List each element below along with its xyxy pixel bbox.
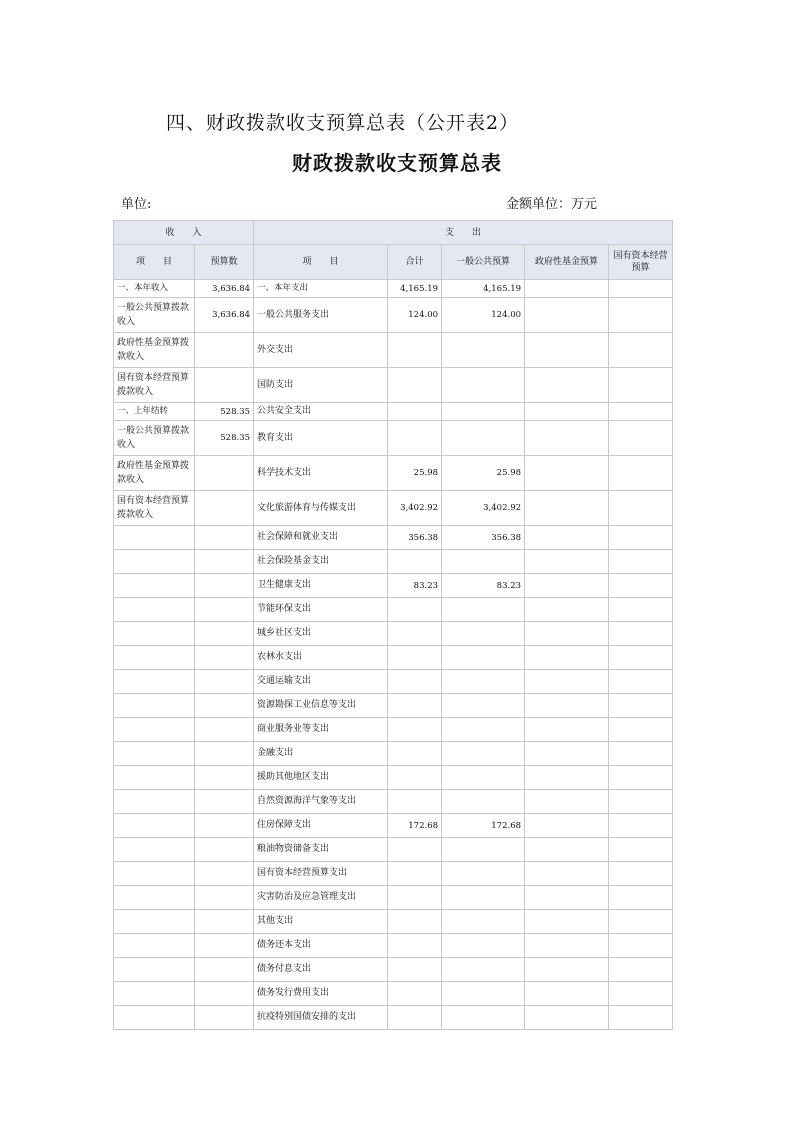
income-item-cell [114,526,195,550]
income-item-cell [114,958,195,982]
gov-fund-cell [525,550,609,574]
income-amount-cell [195,766,254,790]
gov-fund-cell [525,526,609,550]
gov-fund-cell [525,1006,609,1030]
general-budget-cell [442,958,525,982]
total-cell [388,934,442,958]
gov-fund-cell [525,718,609,742]
state-capital-cell [609,814,673,838]
table-row [114,742,673,766]
income-item-cell [114,574,195,598]
table-row [114,403,673,421]
total-cell [388,790,442,814]
gov-fund-cell [525,910,609,934]
income-amount-cell [195,982,254,1006]
expenditure-item-cell: 金融支出 [254,742,388,766]
general-budget-cell [442,333,525,368]
state-capital-cell [609,742,673,766]
state-capital-cell [609,886,673,910]
table-row [114,1006,673,1030]
gov-fund-cell [525,298,609,333]
income-item-cell [114,550,195,574]
expenditure-item-header: 项 目 [254,245,388,280]
gov-fund-cell [525,574,609,598]
gov-fund-cell [525,958,609,982]
general-budget-cell [442,1006,525,1030]
expenditure-item-cell: 外交支出 [254,333,388,368]
general-budget-cell: 124.00 [442,298,525,333]
state-capital-cell [609,550,673,574]
state-capital-cell [609,910,673,934]
income-item-cell [114,862,195,886]
expenditure-item-cell: 卫生健康支出 [254,574,388,598]
state-capital-cell [609,934,673,958]
total-cell [388,982,442,1006]
expenditure-item-cell: 公共安全支出 [254,403,388,421]
income-amount-cell [195,333,254,368]
general-budget-cell [442,718,525,742]
income-item-cell [114,982,195,1006]
table-row [114,766,673,790]
state-capital-cell [609,670,673,694]
table-row [114,886,673,910]
table-row [114,910,673,934]
state-capital-cell [609,280,673,298]
gov-fund-cell [525,838,609,862]
expenditure-item-cell: 国有资本经营预算支出 [254,862,388,886]
income-amount-cell [195,958,254,982]
income-amount-cell [195,838,254,862]
gov-fund-cell [525,694,609,718]
gov-fund-header: 政府性基金预算 [525,245,609,280]
gov-fund-cell [525,333,609,368]
total-cell [388,886,442,910]
income-header: 收 入 [114,221,254,245]
income-amount-cell [195,742,254,766]
total-cell: 25.98 [388,456,442,491]
expenditure-item-cell: 科学技术支出 [254,456,388,491]
general-budget-cell: 172.68 [442,814,525,838]
gov-fund-cell [525,646,609,670]
gov-fund-cell [525,456,609,491]
income-amount-cell [195,910,254,934]
general-budget-cell [442,982,525,1006]
income-amount-cell [195,934,254,958]
income-amount-cell [195,622,254,646]
general-budget-cell: 356.38 [442,526,525,550]
expenditure-item-cell: 住房保障支出 [254,814,388,838]
income-amount-cell [195,646,254,670]
income-amount-cell [195,718,254,742]
expenditure-item-cell: 交通运输支出 [254,670,388,694]
income-item-cell [114,646,195,670]
income-item-cell: 政府性基金预算拨款收入 [114,456,195,491]
income-amount-cell [195,574,254,598]
general-budget-cell [442,742,525,766]
income-item-cell [114,742,195,766]
gov-fund-cell [525,622,609,646]
state-capital-cell [609,526,673,550]
income-item-cell: 一般公共预算拨款收入 [114,421,195,456]
gov-fund-cell [525,280,609,298]
general-budget-header: 一般公共预算 [442,245,525,280]
general-budget-cell [442,646,525,670]
state-capital-cell [609,790,673,814]
general-budget-cell [442,622,525,646]
income-item-cell: 一、上年结转 [114,403,195,421]
total-cell [388,670,442,694]
general-budget-cell [442,910,525,934]
income-amount-cell [195,598,254,622]
gov-fund-cell [525,862,609,886]
state-capital-cell [609,333,673,368]
table-row [114,526,673,550]
state-capital-cell [609,403,673,421]
state-capital-cell [609,766,673,790]
gov-fund-cell [525,598,609,622]
table-row [114,646,673,670]
table-row [114,491,673,526]
gov-fund-cell [525,934,609,958]
general-budget-cell [442,790,525,814]
expenditure-item-cell: 援助其他地区支出 [254,766,388,790]
table-row [114,814,673,838]
state-capital-cell [609,298,673,333]
total-cell [388,694,442,718]
income-amount-cell: 3,636.84 [195,280,254,298]
income-item-cell [114,934,195,958]
total-cell [388,333,442,368]
unit-label: 单位: [121,197,152,212]
income-item-cell: 政府性基金预算拨款收入 [114,333,195,368]
state-capital-cell [609,718,673,742]
gov-fund-cell [525,670,609,694]
general-budget-cell [442,886,525,910]
general-budget-cell [442,766,525,790]
total-cell: 356.38 [388,526,442,550]
income-item-cell [114,670,195,694]
income-item-cell [114,1006,195,1030]
income-item-cell [114,910,195,934]
table-row [114,622,673,646]
general-budget-cell: 4,165.19 [442,280,525,298]
expenditure-item-cell: 其他支出 [254,910,388,934]
gov-fund-cell [525,742,609,766]
general-budget-cell [442,694,525,718]
gov-fund-cell [525,982,609,1006]
expenditure-item-cell: 粮油物资储备支出 [254,838,388,862]
total-cell [388,550,442,574]
state-capital-cell [609,958,673,982]
income-item-cell [114,886,195,910]
table-row [114,280,673,298]
expenditure-item-cell: 抗疫特别国债安排的支出 [254,1006,388,1030]
total-cell [388,838,442,862]
state-capital-cell [609,491,673,526]
table-row [114,958,673,982]
total-cell: 4,165.19 [388,280,442,298]
general-budget-cell [442,368,525,403]
expenditure-item-cell: 债务付息支出 [254,958,388,982]
income-amount-cell [195,368,254,403]
state-capital-cell [609,598,673,622]
table-row [114,982,673,1006]
gov-fund-cell [525,814,609,838]
gov-fund-cell [525,766,609,790]
total-cell [388,958,442,982]
state-capital-cell [609,368,673,403]
expenditure-item-cell: 自然资源海洋气象等支出 [254,790,388,814]
total-cell [388,766,442,790]
expenditure-item-cell: 文化旅游体育与传媒支出 [254,491,388,526]
table-row [114,598,673,622]
expenditure-item-cell: 灾害防治及应急管理支出 [254,886,388,910]
table-title: 财政拨款收支预算总表 [292,151,502,175]
income-amount-cell [195,550,254,574]
state-capital-cell [609,862,673,886]
table-row [114,718,673,742]
total-header: 合计 [388,245,442,280]
total-cell [388,598,442,622]
table-row [114,298,673,333]
total-cell: 172.68 [388,814,442,838]
income-item-cell [114,814,195,838]
total-cell [388,421,442,456]
table-row [114,862,673,886]
expenditure-item-cell: 农林水支出 [254,646,388,670]
general-budget-cell [442,838,525,862]
income-item-header: 项 目 [114,245,195,280]
state-capital-cell [609,622,673,646]
expenditure-item-cell: 社会保险基金支出 [254,550,388,574]
expenditure-header: 支 出 [254,221,673,245]
general-budget-cell: 83.23 [442,574,525,598]
gov-fund-cell [525,368,609,403]
expenditure-item-cell: 社会保障和就业支出 [254,526,388,550]
general-budget-cell [442,550,525,574]
income-amount-cell: 528.35 [195,403,254,421]
table-row [114,670,673,694]
gov-fund-cell [525,886,609,910]
state-capital-header: 国有资本经营预算 [609,245,673,280]
expenditure-item-cell: 教育支出 [254,421,388,456]
income-amount-cell [195,694,254,718]
total-cell: 83.23 [388,574,442,598]
expenditure-item-cell: 一、本年支出 [254,280,388,298]
state-capital-cell [609,838,673,862]
table-row [114,790,673,814]
income-amount-cell [195,1006,254,1030]
table-row [114,694,673,718]
income-amount-cell [195,670,254,694]
gov-fund-cell [525,403,609,421]
general-budget-cell [442,421,525,456]
income-item-cell [114,718,195,742]
table-row [114,574,673,598]
income-amount-cell [195,526,254,550]
expenditure-item-cell: 城乡社区支出 [254,622,388,646]
expenditure-item-cell: 资源勘探工业信息等支出 [254,694,388,718]
table-row [114,333,673,368]
total-cell [388,646,442,670]
total-cell [388,622,442,646]
table-row [114,550,673,574]
state-capital-cell [609,574,673,598]
state-capital-cell [609,982,673,1006]
income-amount-cell [195,886,254,910]
income-amount-cell [195,814,254,838]
section-heading: 四、财政拨款收支预算总表（公开表2） [166,112,520,134]
gov-fund-cell [525,790,609,814]
income-amount-cell [195,790,254,814]
general-budget-cell: 25.98 [442,456,525,491]
income-item-cell [114,694,195,718]
income-amount-cell: 3,636.84 [195,298,254,333]
table-row [114,934,673,958]
expenditure-item-cell: 一般公共服务支出 [254,298,388,333]
expenditure-item-cell: 国防支出 [254,368,388,403]
total-cell [388,1006,442,1030]
general-budget-cell [442,862,525,886]
state-capital-cell [609,646,673,670]
expenditure-item-cell: 商业服务业等支出 [254,718,388,742]
gov-fund-cell [525,491,609,526]
budget-table [113,220,673,1030]
income-amount-cell [195,491,254,526]
total-cell [388,403,442,421]
income-amount-cell [195,862,254,886]
income-item-cell [114,838,195,862]
state-capital-cell [609,456,673,491]
expenditure-item-cell: 债务还本支出 [254,934,388,958]
state-capital-cell [609,1006,673,1030]
general-budget-cell [442,598,525,622]
general-budget-cell [442,403,525,421]
general-budget-cell [442,934,525,958]
amount-unit-label: 金额单位：万元 [506,197,598,212]
total-cell [388,742,442,766]
income-item-cell [114,598,195,622]
income-item-cell [114,622,195,646]
income-amount-cell [195,456,254,491]
income-item-cell: 一般公共预算拨款收入 [114,298,195,333]
table-row [114,456,673,491]
total-cell [388,718,442,742]
income-item-cell: 国有资本经营预算拨款收入 [114,491,195,526]
income-item-cell [114,766,195,790]
income-item-cell: 一、本年收入 [114,280,195,298]
state-capital-cell [609,421,673,456]
income-budget-header: 预算数 [195,245,254,280]
income-amount-cell: 528.35 [195,421,254,456]
income-item-cell: 国有资本经营预算拨款收入 [114,368,195,403]
table-row [114,368,673,403]
total-cell: 3,402.92 [388,491,442,526]
expenditure-item-cell: 债务发行费用支出 [254,982,388,1006]
table-row [114,421,673,456]
expenditure-item-cell: 节能环保支出 [254,598,388,622]
income-item-cell [114,790,195,814]
table-row [114,838,673,862]
gov-fund-cell [525,421,609,456]
state-capital-cell [609,694,673,718]
general-budget-cell [442,670,525,694]
total-cell: 124.00 [388,298,442,333]
general-budget-cell: 3,402.92 [442,491,525,526]
total-cell [388,862,442,886]
total-cell [388,368,442,403]
total-cell [388,910,442,934]
